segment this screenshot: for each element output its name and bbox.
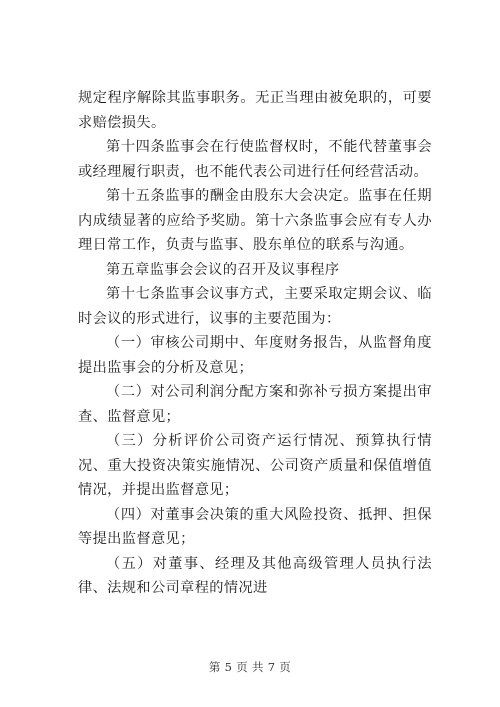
page-number-footer: 第 5 页 共 7 页: [208, 660, 292, 674]
document-body: [78, 86, 432, 601]
list-item-4: （四）对董事会决策的重大风险投资、抵押、担保等提出监督意见；: [78, 506, 432, 547]
list-item-1: （一）审核公司期中、年度财务报告，从监督角度提出监事会的分析及意见；: [78, 335, 432, 376]
chapter-heading: 第五章监事会会议的召开及议事程序: [106, 261, 340, 278]
paragraph-5: 第十七条监事会议事方式，主要采取定期会议、临时会议的形式进行，议事的主要范围为：: [78, 286, 432, 327]
list-item-5: （五）对董事、经理及其他高级管理人员执行法律、法规和公司章程的情况进: [78, 555, 432, 596]
list-item-2: （二）对公司利润分配方案和弥补亏损方案提出审查、监督意见；: [78, 384, 432, 425]
list-item-3: （三）分析评价公司资产运行情况、预算执行情况、重大投资决策实施情况、公司资产质量和保值增值情况，并提出监督意见；: [78, 433, 432, 498]
paragraph-3: 第十五条监事的酬金由股东大会决定。监事在任期内成绩显著的应给予奖励。第十六条监事会应有专人办理日常工作，负责与监事、股东单位的联系与沟通。: [78, 188, 432, 253]
paragraph-1: 规定程序解除其监事职务。无正当理由被免职的，可要求赔偿损失。: [78, 90, 432, 131]
paragraph-2: 第十四条监事会在行使监督权时，不能代替董事会或经理履行职责，也不能代表公司进行任何经营活动。: [78, 139, 432, 180]
